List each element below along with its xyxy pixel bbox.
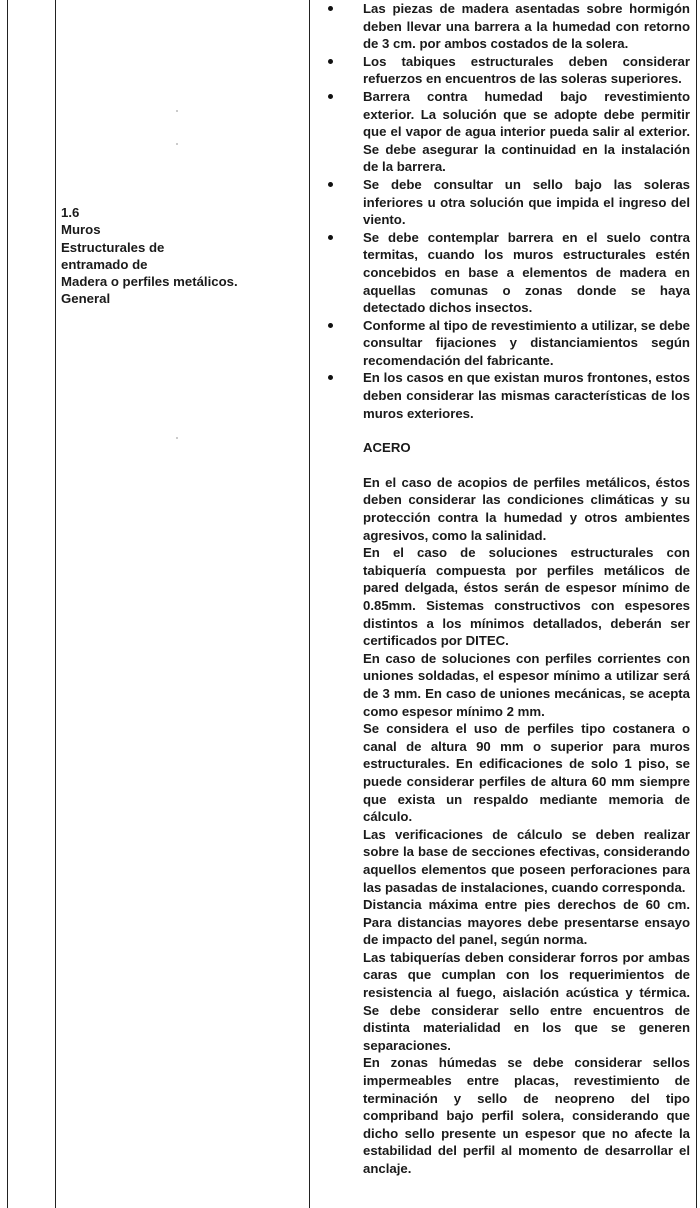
paragraph: En el caso de soluciones estructurales con tabiquería compuesta por perfiles metálicos de pared delgada, éstos serán de espesor mínimo de 0.85mm. Sistemas constructivos con espesores distintos a los mínimos detallados, deberán ser certificados por DITEC. [363, 545, 690, 649]
list-item: Las piezas de madera asentadas sobre hormigón deben llevar una barrera a la humedad con retorno de 3 cm. por ambos costados de la solera. [310, 0, 696, 53]
list-item: Barrera contra humedad bajo revestimiento exterior. La solución que se adopte debe permitir que el vapor de agua interior pueda salir al exterior. Se debe asegurar la continuidad en la instalación de la barrera. [310, 88, 696, 176]
paragraph: En zonas húmedas se debe considerar sellos impermeables entre placas, revestimiento de terminación y sello de neopreno del tipo compriband bajo perfil solera, considerando que dicho sello presente un espesor que no afecte la estabilidad del perfil al momento de desarrollar el anclaje. [363, 1055, 690, 1176]
paragraph: Las tabiquerías deben considerar forros por ambas caras que cumplan con los requerimientos de resistencia al fuego, aislación acústica y térmica. Se debe considerar sello entre encuentros de distinta materialidad en los que se generen separaciones. [363, 949, 690, 1053]
list-item: Los tabiques estructurales deben considerar refuerzos en encuentros de las soleras superiores. [310, 53, 696, 88]
list-item: Conforme al tipo de revestimiento a utilizar, se debe consultar fijaciones y distanciamientos según recomendación del fabricante. [310, 317, 696, 370]
bullet-icon [328, 59, 333, 64]
spec-table [7, 0, 696, 1208]
paragraph: En el caso de acopios de perfiles metálicos, éstos deben considerar las condiciones climáticas y su protección contra la humedad y otros ambientes agresivos, como la salinidad. [363, 474, 690, 543]
list-item: Se debe contemplar barrera en el suelo contra termitas, cuando los muros estructurales estén concebidos en base a elementos de madera en aquellas comunas o zonas donde se haya detectado dichos insectos. [310, 229, 696, 317]
section-title-line: Muros [61, 222, 101, 238]
section-label-cell [55, 0, 310, 1208]
section-title-line: Madera o perfiles metálicos. [61, 274, 238, 290]
specification-text [310, 0, 696, 1178]
bullet-icon [328, 323, 333, 328]
section-number: 1.6 [61, 205, 80, 220]
bullet-icon [328, 6, 333, 11]
bullet-icon [328, 235, 333, 240]
acero-heading: ACERO [363, 440, 411, 456]
scan-speck [176, 437, 178, 439]
general-requirements-list [310, 0, 696, 422]
paragraph: En caso de soluciones con perfiles corrientes con uniones soldadas, el espesor mínimo a utilizar será de 3 mm. En caso de uniones mecánicas, se acepta como espesor mínimo 2 mm. [363, 650, 690, 719]
index-column [8, 0, 56, 1208]
paragraph: Distancia máxima entre pies derechos de 60 cm. Para distancias mayores debe presentarse ensayo de impacto del panel, según norma. [363, 897, 690, 948]
section-title-line: Estructurales de [61, 239, 165, 255]
scan-speck [176, 143, 178, 145]
list-item: Se debe consultar un sello bajo las soleras inferiores u otra solución que impida el ingreso del viento. [310, 176, 696, 229]
section-title-line: entramado de [61, 256, 148, 272]
list-item: En los casos en que existan muros frontones, estos deben considerar las mismas características de los muros exteriores. [310, 369, 696, 422]
paragraph: Las verificaciones de cálculo se deben realizar sobre la base de secciones efectivas, considerando aquellos elementos que poseen perforaciones para las pasadas de instalaciones, cuando corresponda. [363, 826, 690, 895]
section-heading [61, 204, 238, 308]
acero-paragraphs [310, 474, 696, 1178]
specification-cell [310, 0, 697, 1208]
paragraph: Se considera el uso de perfiles tipo costanera o canal de altura 90 mm o superior para muros estructurales. En edificaciones de solo 1 piso, se puede considerar perfiles de altura 60 mm siempre que exista un respaldo mediante memoria de cálculo. [363, 721, 690, 825]
section-title-line: General [61, 291, 111, 307]
bullet-icon [328, 94, 333, 99]
scan-speck [176, 110, 178, 112]
bullet-icon [328, 375, 333, 380]
bullet-icon [328, 182, 333, 187]
